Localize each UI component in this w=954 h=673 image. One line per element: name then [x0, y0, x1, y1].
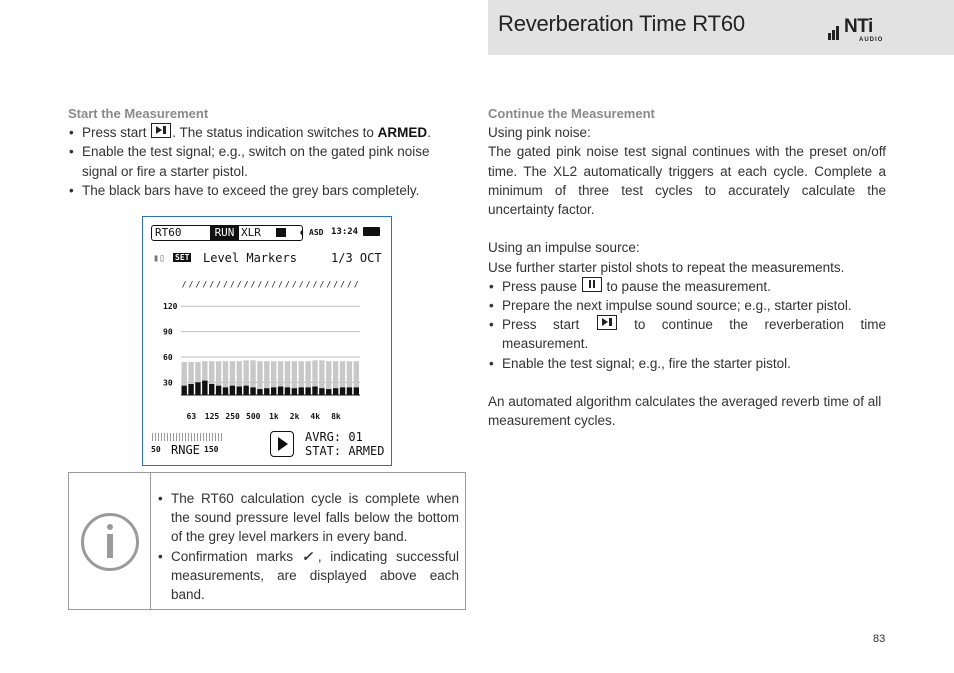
- level-bar: [305, 387, 310, 395]
- page-title: Reverberation Time RT60: [498, 11, 745, 36]
- confirmation-mark: /: [353, 280, 359, 289]
- confirmation-mark: /: [243, 280, 249, 289]
- page-number: 83: [873, 633, 886, 645]
- impulse-list: [488, 277, 886, 373]
- set-badge: SET: [175, 253, 190, 262]
- continue-heading: Continue the Measurement: [488, 106, 655, 121]
- level-bar: [237, 387, 242, 395]
- level-bar: [319, 388, 324, 395]
- range-hatch: [152, 433, 222, 441]
- confirmation-mark: /: [181, 280, 187, 289]
- level-bar: [333, 388, 338, 395]
- asd-label: ASD: [309, 228, 324, 237]
- clock: 13:24: [331, 227, 359, 237]
- list-item: • The black bars have to exceed the grey bars completely.: [68, 181, 460, 200]
- play-icon: [270, 431, 294, 457]
- confirmation-mark: /: [271, 280, 277, 289]
- level-bar: [354, 387, 359, 395]
- confirmation-mark: /: [291, 280, 297, 289]
- left-column: [68, 104, 460, 200]
- input-label: XLR: [241, 226, 261, 239]
- pink-text: The gated pink noise test signal continues with the preset on/off time. The XL2 automatically triggers at each cycle. Complete a minimum of three test cycles to accurately calculate the uncertainty factor.: [488, 144, 886, 218]
- list-item: • Press start . The status indication switches to ARMED.: [68, 123, 460, 142]
- run-indicator: RUN: [210, 226, 239, 240]
- x-tick-label: 500: [246, 412, 261, 421]
- x-tick-label: 63: [186, 412, 197, 421]
- x-tick-label: 2k: [289, 412, 300, 421]
- level-bar: [299, 387, 304, 395]
- level-bar: [285, 387, 290, 395]
- screen-title: Level Markers: [203, 251, 297, 265]
- confirmation-mark: /: [250, 280, 256, 289]
- impulse-intro: Using an impulse source:: [488, 240, 640, 256]
- checkmark-icon: ✓: [301, 548, 318, 564]
- level-bar: [257, 389, 262, 395]
- confirmation-mark: /: [298, 280, 304, 289]
- level-bar: [250, 387, 255, 395]
- start-key-icon: [597, 315, 617, 330]
- confirmation-mark: /: [326, 280, 332, 289]
- level-bar: [278, 387, 283, 395]
- level-bar: [271, 387, 276, 395]
- x-tick-label: 4k: [310, 412, 321, 421]
- confirmation-mark: /: [319, 280, 325, 289]
- x-tick-label: 8k: [331, 412, 341, 421]
- bandwidth-label: 1/3 OCT: [331, 251, 382, 265]
- right-column: [488, 104, 886, 430]
- bars-icon: ▮▯: [153, 253, 166, 264]
- level-bar: [326, 389, 331, 395]
- y-tick-label: 90: [163, 327, 173, 337]
- x-tick-label: 125: [204, 412, 220, 421]
- level-bar: [209, 384, 214, 395]
- confirmation-mark: /: [305, 280, 311, 289]
- logo-sub: AUDIO: [859, 37, 884, 43]
- confirmation-mark: /: [216, 280, 222, 289]
- level-bar: [216, 386, 221, 395]
- level-bar: [230, 386, 235, 395]
- range-high: 150: [204, 445, 219, 454]
- list-item: • Confirmation marks ✓, indicating successful measurements, are displayed above each band.: [157, 547, 459, 605]
- confirmation-mark: /: [229, 280, 235, 289]
- info-icon: [81, 513, 139, 571]
- list-item: • The RT60 calculation cycle is complete when the sound pressure level falls below the bottom of the grey level markers in every band.: [157, 489, 459, 547]
- y-tick-label: 30: [163, 378, 173, 388]
- list-item: • Press pause to pause the measurement.: [488, 277, 886, 296]
- list-item: • Press start to continue the reverberation time measurement.: [488, 315, 886, 353]
- mic-icon: [276, 228, 286, 237]
- note-divider: [150, 473, 151, 609]
- y-tick-label: 120: [163, 302, 178, 312]
- impulse-text: Use further starter pistol shots to repeat the measurements.: [488, 259, 845, 275]
- status-bar: [151, 225, 303, 241]
- speaker-icon: ◖: [299, 228, 305, 238]
- avrg-readout: AVRG: 01: [305, 430, 363, 444]
- pink-intro: Using pink noise:: [488, 125, 591, 141]
- confirmation-mark: /: [257, 280, 263, 289]
- logo-word: NTi: [844, 16, 873, 37]
- note-text: [157, 489, 459, 604]
- level-bar: [312, 387, 317, 395]
- level-bar: [223, 387, 228, 395]
- confirmation-mark: /: [285, 280, 290, 289]
- confirmation-mark: /: [236, 280, 242, 289]
- x-tick-label: 250: [225, 412, 240, 421]
- status-readout: STAT: ARMED: [305, 444, 385, 458]
- confirmation-mark: /: [340, 280, 345, 289]
- range-low: 50: [151, 445, 161, 454]
- confirmation-mark: /: [347, 280, 352, 289]
- confirmation-mark: /: [188, 280, 194, 289]
- range-label: RNGE: [171, 443, 200, 457]
- y-tick-label: 60: [163, 352, 173, 362]
- outro-text: An automated algorithm calculates the averaged reverb time of all measurement cycles.: [488, 394, 882, 429]
- confirmation-mark: /: [195, 280, 201, 289]
- level-bar: [188, 384, 193, 395]
- level-bar: [264, 388, 269, 395]
- level-bar: [182, 386, 187, 395]
- list-item: • Prepare the next impulse sound source; e.g., starter pistol.: [488, 296, 886, 315]
- confirmation-mark: /: [278, 280, 283, 289]
- list-item: • Enable the test signal; e.g., switch on the gated pink noise signal or fire a starter pistol.: [68, 142, 460, 180]
- nti-audio-logo: [828, 16, 888, 46]
- confirmation-mark: /: [264, 280, 270, 289]
- x-tick-label: 1k: [269, 412, 279, 421]
- level-bar: [202, 381, 207, 395]
- info-note: [68, 472, 466, 610]
- level-bar: [340, 387, 345, 395]
- confirmation-mark: /: [312, 280, 318, 289]
- start-key-icon: [151, 123, 171, 138]
- confirmation-mark: /: [333, 280, 339, 289]
- level-bar: [347, 387, 352, 395]
- start-list: [68, 123, 460, 200]
- confirmation-mark: /: [223, 280, 228, 289]
- list-item: • Enable the test signal; e.g., fire the starter pistol.: [488, 354, 886, 373]
- level-bar: [195, 382, 200, 395]
- confirmation-mark: /: [202, 280, 208, 289]
- xl2-screen: [142, 216, 392, 466]
- start-heading: Start the Measurement: [68, 106, 209, 121]
- confirmation-mark: /: [209, 280, 215, 289]
- pause-key-icon: [582, 277, 602, 292]
- battery-icon: [363, 227, 380, 236]
- level-bar: [243, 386, 248, 395]
- level-bar: [292, 388, 297, 395]
- mode-label: RT60: [155, 226, 182, 239]
